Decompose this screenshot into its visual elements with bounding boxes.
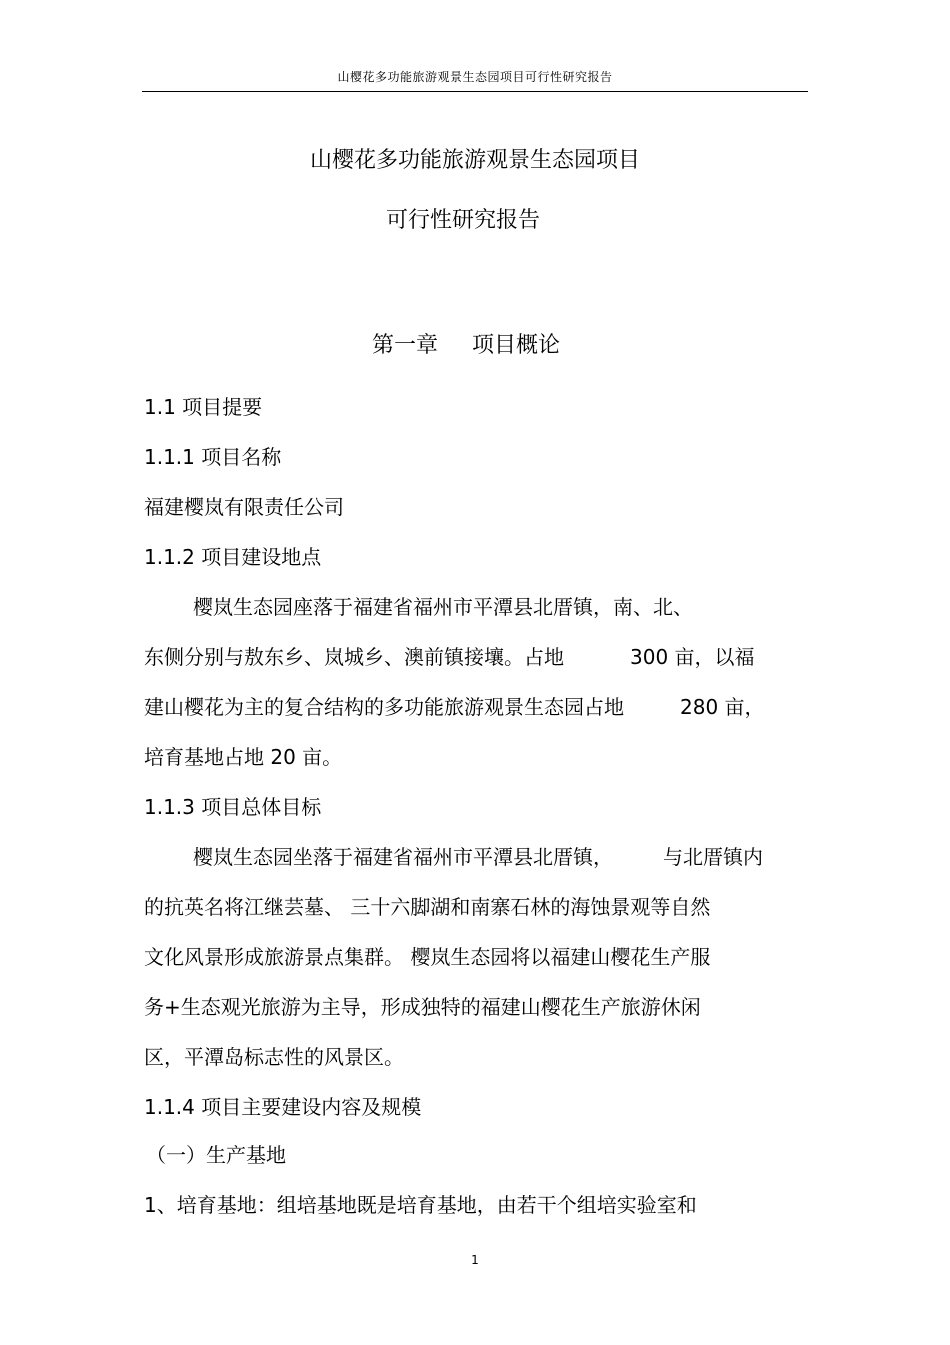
objective-paragraph-line: 的抗英名将江继芸墓、 三十六脚湖和南寨石林的海蚀景观等自然	[144, 895, 711, 919]
objective-paragraph-line	[193, 841, 763, 870]
location-text-segment: 建山樱花为主的复合结构的多功能旅游观景生态园占地	[144, 695, 624, 719]
section-heading-1-1-2: 1.1.2 项目建设地点	[144, 545, 322, 569]
header-rule	[142, 91, 808, 92]
area-park-text: 280 亩，	[680, 695, 765, 719]
section-heading-1-1-4: 1.1.4 项目主要建设内容及规模	[144, 1095, 422, 1119]
location-paragraph-line	[144, 691, 765, 720]
document-title-line2: 可行性研究报告	[385, 208, 540, 233]
document-title-line1: 山樱花多功能旅游观景生态园项目	[309, 148, 640, 173]
subsection-heading: （一）生产基地	[146, 1143, 286, 1167]
objective-paragraph-line: 文化风景形成旅游景点集群。 樱岚生态园将以福建山樱花生产服	[144, 945, 711, 969]
section-heading-1-1: 1.1 项目提要	[144, 395, 263, 419]
objective-text-segment: 与北厝镇内	[663, 845, 763, 869]
running-header: 山樱花多功能旅游观景生态园项目可行性研究报告	[337, 70, 613, 84]
location-paragraph-line	[144, 641, 755, 670]
page-number: 1	[471, 1253, 479, 1267]
section-heading-1-1-1: 1.1.1 项目名称	[144, 445, 282, 469]
location-paragraph-line: 培育基地占地 20 亩。	[144, 745, 343, 769]
section-heading-1-1-3: 1.1.3 项目总体目标	[144, 795, 322, 819]
location-paragraph-line: 樱岚生态园座落于福建省福州市平潭县北厝镇，南、北、	[193, 595, 693, 619]
chapter-heading	[372, 328, 560, 359]
objective-text-segment: 樱岚生态园坐落于福建省福州市平潭县北厝镇，	[193, 845, 613, 869]
objective-paragraph-line: 务+生态观光旅游为主导，形成独特的福建山樱花生产旅游休闲	[144, 995, 701, 1019]
list-item: 1、培育基地：组培基地既是培育基地，由若干个组培实验室和	[144, 1193, 697, 1217]
chapter-name: 项目概论	[472, 333, 561, 358]
area-total-text: 300 亩，以福	[630, 645, 755, 669]
location-text-segment: 东侧分别与敖东乡、岚城乡、澳前镇接壤。占地	[144, 645, 564, 669]
project-name-text: 福建樱岚有限责任公司	[144, 495, 344, 519]
objective-paragraph-line: 区，平潭岛标志性的风景区。	[144, 1045, 404, 1069]
chapter-number: 第一章	[372, 333, 439, 358]
